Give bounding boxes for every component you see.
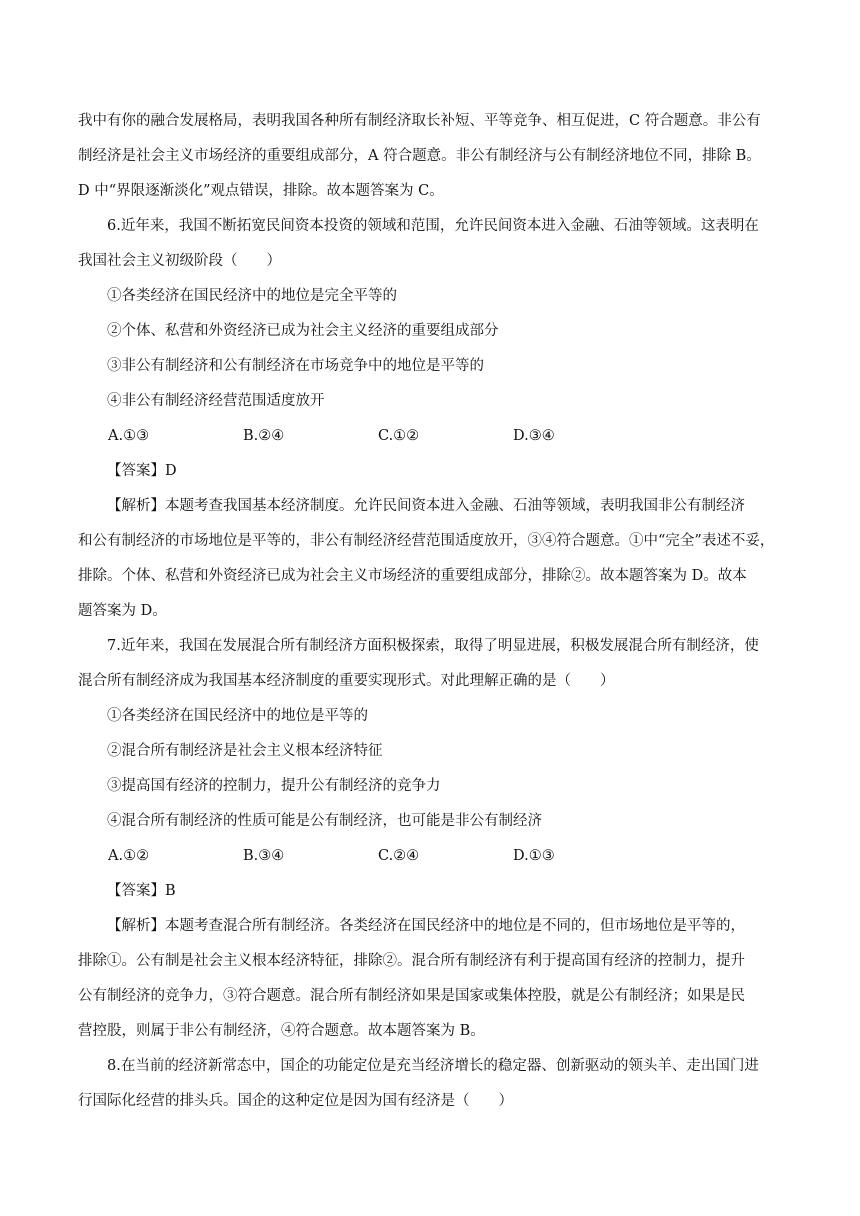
q7-answer: 【答案】B (107, 883, 176, 899)
q6-item: ②个体、私营和外资经济已成为社会主义经济的重要组成部分 (107, 323, 499, 339)
q7-option-d: D.①③ (513, 848, 555, 864)
intro-line: 制经济是社会主义市场经济的重要组成部分，A 符合题意。非公有制经济与公有制经济地位不同，排除 B。 (78, 148, 761, 164)
q6-analysis-line: 【解析】本题考查我国基本经济制度。允许民间资本进入金融、石油等领域，表明我国非公有制经济 (107, 498, 745, 514)
q7-analysis-line: 排除①。公有制是社会主义根本经济特征，排除②。混合所有制经济有利于提高国有经济的控制力，提升 (78, 953, 745, 969)
q6-stem-line: 6.近年来，我国不断拓宽民间资本投资的领域和范围，允许民间资本进入金融、石油等领域。这表明在 (107, 218, 759, 234)
q7-options (78, 839, 790, 874)
q6-answer: 【答案】D (107, 463, 177, 479)
q7-option-c: C.②④ (378, 848, 420, 864)
q6-options (78, 419, 790, 454)
q8-stem-line: 8.在当前的经济新常态中，国企的功能定位是充当经济增长的稳定器、创新驱动的领头羊、走出国门进 (107, 1058, 759, 1074)
q7-option-a: A.①② (108, 848, 150, 864)
q7-item: ②混合所有制经济是社会主义根本经济特征 (107, 743, 383, 759)
q7-item: ④混合所有制经济的性质可能是公有制经济，也可能是非公有制经济 (107, 813, 542, 829)
q6-item: ③非公有制经济和公有制经济在市场竞争中的地位是平等的 (107, 358, 484, 374)
q7-analysis-line: 公有制经济的竞争力，③符合题意。混合所有制经济如果是国家或集体控股，就是公有制经济；如果是民 (78, 988, 745, 1004)
q6-analysis-line: 排除。个体、私营和外资经济已成为社会主义市场经济的重要组成部分，排除②。故本题答案为 D。故本 (78, 568, 747, 584)
q6-item: ④非公有制经济经营范围适度放开 (107, 393, 325, 409)
q6-stem-line: 我国社会主义初级阶段（ ） (78, 253, 281, 269)
q6-item: ①各类经济在国民经济中的地位是完全平等的 (107, 288, 397, 304)
q6-analysis-line: 题答案为 D。 (78, 603, 167, 619)
q7-item: ①各类经济在国民经济中的地位是平等的 (107, 708, 368, 724)
q6-option-a: A.①③ (108, 428, 150, 444)
q6-option-d: D.③④ (513, 428, 555, 444)
q7-stem-line: 混合所有制经济成为我国基本经济制度的重要实现形式。对此理解正确的是（ ） (78, 673, 615, 689)
q6-option-c: C.①② (378, 428, 420, 444)
intro-line: 我中有你的融合发展格局，表明我国各种所有制经济取长补短、平等竞争、相互促进，C 符合题意。非公有 (78, 113, 761, 129)
q7-stem-line: 7.近年来，我国在发展混合所有制经济方面积极探索，取得了明显进展，积极发展混合所有制经济，使 (107, 638, 759, 654)
q7-option-b: B.③④ (243, 848, 285, 864)
intro-line: D 中“界限逐渐淡化”观点错误，排除。故本题答案为 C。 (78, 183, 444, 199)
q7-analysis-line: 【解析】本题考查混合所有制经济。各类经济在国民经济中的地位是不同的，但市场地位是平等的， (107, 918, 745, 934)
q8-stem-line: 行国际化经营的排头兵。国企的这种定位是因为国有经济是（ ） (78, 1093, 513, 1109)
q6-option-b: B.②④ (243, 428, 285, 444)
q7-analysis-line: 营控股，则属于非公有制经济，④符合题意。故本题答案为 B。 (78, 1023, 485, 1039)
q7-item: ③提高国有经济的控制力，提升公有制经济的竞争力 (107, 778, 441, 794)
q6-analysis-line: 和公有制经济的市场地位是平等的，非公有制经济经营范围适度放开，③④符合题意。①中“完全”表述不妥， (78, 533, 775, 549)
document-page (78, 104, 790, 1119)
